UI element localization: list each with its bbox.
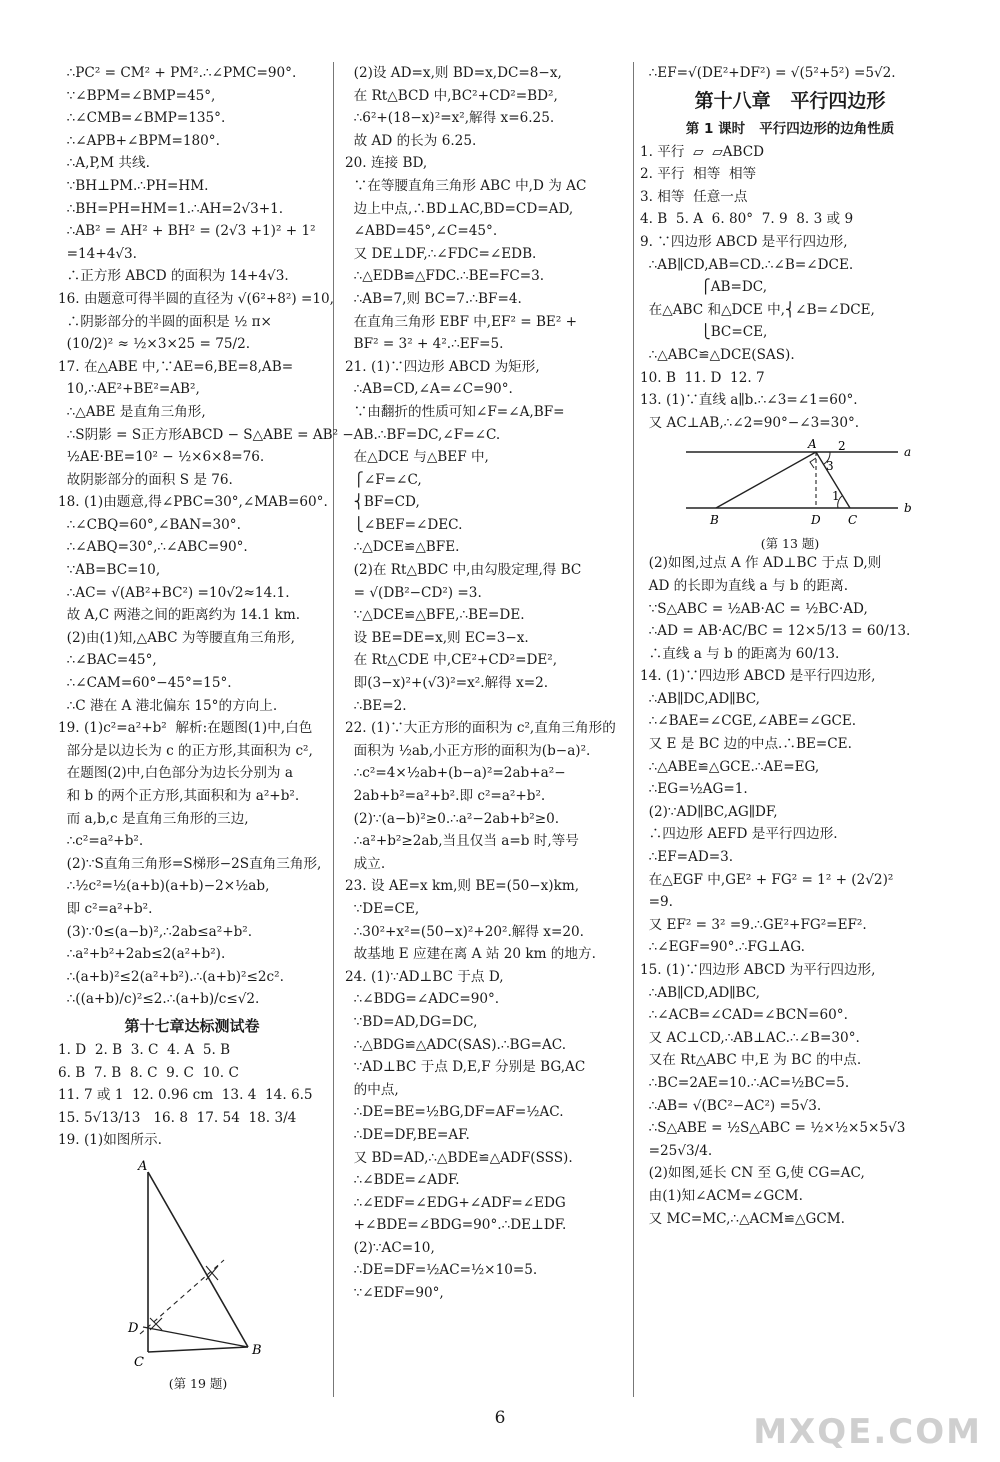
answer-line: 又 DE⊥DF,∴∠FDC=∠EDB. xyxy=(345,245,537,262)
answer-line: 18. (1)由题意,得∠PBC=30°,∠MAB=60°. xyxy=(58,494,328,511)
answer-line: ∴c²=4×½ab+(b−a)²=2ab+a²− xyxy=(345,765,566,782)
column-left xyxy=(58,62,354,1394)
answer-line: 6. B 7. B 8. C 9. C 10. C xyxy=(58,1064,239,1081)
answer-line: (2)由(1)知,△ABC 为等腰直角三角形, xyxy=(58,629,295,646)
answer-line: ∴直线 a 与 b 的距离为 60/13. xyxy=(640,645,840,662)
answer-line: 的中点, xyxy=(345,1081,399,1098)
fig13-label-line-a: a xyxy=(904,445,912,460)
lesson-1-title: 第 1 课时 平行四边形的边角性质 xyxy=(685,120,895,137)
fig13-label-a-point: A xyxy=(808,438,817,452)
answer-line: (2)如图,延长 CN 至 G,使 CG=AC, xyxy=(640,1165,865,1182)
answer-line: (2)如图,过点 A 作 AD⊥BC 于点 D,则 xyxy=(640,555,882,572)
answer-line: 在直角三角形 EBF 中,EF² = BE² + xyxy=(345,313,578,330)
answer-line: 在 Rt△BCD 中,BC²+CD²=BD², xyxy=(345,87,558,104)
answer-line: ∴EF=AD=3. xyxy=(640,849,734,866)
answer-line: ∴∠BAE=∠CGE,∠ABE=∠GCE. xyxy=(640,713,857,730)
fig19-label-b: B xyxy=(252,1342,262,1358)
column-divider-1 xyxy=(333,62,334,1397)
answer-line: ∴C 港在 A 港北偏东 15°的方向上. xyxy=(58,697,278,714)
answer-line: 2ab+b²=a²+b².即 c²=a²+b². xyxy=(345,788,546,804)
answer-line: ∴△BDG≌△ADC(SAS).∴BG=AC. xyxy=(345,1036,567,1053)
fig19-label-d: D xyxy=(128,1320,139,1336)
answer-line: (2)设 AD=x,则 BD=x,DC=8−x, xyxy=(345,65,562,81)
answer-line: AB.∴BF=DC,∠F=∠C. xyxy=(345,426,501,443)
fig13-label-angle1: 1 xyxy=(832,489,840,504)
answer-line: +∠BDE=∠BDG=90°.∴DE⊥DF. xyxy=(345,1217,567,1234)
answer-line: 3. 相等 任意一点 xyxy=(640,188,748,205)
answer-line: ∴AB=CD,∠A=∠C=90°. xyxy=(345,381,513,398)
answer-line: ∴½c²=½(a+b)(a+b)−2×½ab, xyxy=(58,878,270,895)
chapter-17-test-heading: 第十七章达标测试卷 xyxy=(124,1016,260,1035)
figure-19-caption: (第 19 题) xyxy=(168,1375,228,1391)
answer-line: ∵DE=CE, xyxy=(345,900,420,917)
figure-13-svg xyxy=(640,438,940,530)
answer-line: 在△DCE 与△BEF 中, xyxy=(345,449,489,466)
answer-line: 故 A,C 两港之间的距离约为 14.1 km. xyxy=(58,607,301,624)
answer-line: ∴△DCE≌△BFE. xyxy=(345,539,460,556)
answer-line: ∴AB∥DC,AD∥BC, xyxy=(640,690,760,707)
column-middle xyxy=(345,62,627,1305)
answer-line: 10,∴AE²+BE²=AB², xyxy=(58,381,200,398)
answer-line: ∴BH=PH=HM=1.∴AH=2√3+1. xyxy=(58,200,284,217)
answer-line: ∴c²=a²+b². xyxy=(58,833,144,850)
answer-line: ∴∠CBQ=60°,∠BAN=30°. xyxy=(58,516,241,533)
answer-line: 故阴影部分的面积 S 是 76. xyxy=(58,471,233,488)
column-divider-2 xyxy=(633,62,634,1397)
answer-line: 边上中点,∴BD⊥AC,BD=CD=AD, xyxy=(345,200,574,217)
test-answers xyxy=(58,1039,326,1152)
answer-line: ∴AB∥CD,AB=CD.∴∠B=∠DCE. xyxy=(640,256,854,273)
fig13-label-d-point: D xyxy=(811,513,821,528)
answer-line: 9. ∵四边形 ABCD 是平行四边形, xyxy=(640,233,848,250)
answer-line: ∴PC² = CM² + PM².∴∠PMC=90°. xyxy=(58,65,297,81)
answer-line: ∴∠APB+∠BPM=180°. xyxy=(58,132,220,149)
answer-line: ∴AB= √(BC²−AC²) =5√3. xyxy=(640,1097,822,1114)
answer-line: 又 MC=MC,∴△ACM≌△GCM. xyxy=(640,1210,846,1227)
answer-line: ∴∠CMB=∠BMP=135°. xyxy=(58,110,226,127)
answer-line: ½AE·BE=10² − ½×6×8=76. xyxy=(58,449,265,466)
answer-line: 在 Rt△CDE 中,CE²+CD²=DE², xyxy=(345,652,558,669)
fig13-label-angle3: 3 xyxy=(826,459,834,474)
answer-line: ∴∠BDG=∠ADC=90°. xyxy=(345,991,500,1008)
answer-line: 15. 5√13/13 16. 8 17. 54 18. 3/4 xyxy=(58,1109,297,1126)
answer-line: 又 EF² = 3² =9.∴GE²+FG²=EF². xyxy=(640,916,867,933)
answer-line: (2)∵(a−b)²≥0.∴a²−2ab+b²≥0. xyxy=(345,810,560,827)
fig13-label-line-b: b xyxy=(904,501,912,516)
answer-line: 又 BD=AD,∴△BDE≌△ADF(SSS). xyxy=(345,1149,573,1166)
answer-line: ∵在等腰直角三角形 ABC 中,D 为 AC xyxy=(345,177,587,194)
answer-line: ∴∠EDF=∠EDG+∠ADF=∠EDG xyxy=(345,1194,566,1211)
answer-line: 15. (1)∵四边形 ABCD 为平行四边形, xyxy=(640,962,876,978)
answer-line: 部分是以边长为 c 的正方形,其面积为 c², xyxy=(58,742,313,759)
answer-line: ∴∠EGF=90°.∴FG⊥AG. xyxy=(640,939,805,956)
answer-line: ∴△EDB≌△FDC.∴BE=FC=3. xyxy=(345,268,545,285)
answer-lines-top xyxy=(640,62,940,85)
answer-line: 即(3−x)²+(√3)²=x².解得 x=2. xyxy=(345,675,549,692)
answer-line: ∵BD=AD,DG=DC, xyxy=(345,1013,478,1030)
answer-line: 成立. xyxy=(345,855,386,872)
answer-line: 17. 在△ABE 中,∵AE=6,BE=8,AB= xyxy=(58,358,294,375)
answer-line: 16. 由题意可得半圆的直径为 √(6²+8²) =10, xyxy=(58,290,334,307)
answer-line: = √(DB²−CD²) =3. xyxy=(345,584,482,601)
answer-line: 24. (1)∵AD⊥BC 于点 D, xyxy=(345,968,504,985)
answer-line: ∵由翻折的性质可知∠F=∠A,BF= xyxy=(345,403,565,420)
answer-line: ⎧AB=DC, xyxy=(640,279,768,296)
fig19-label-a: A xyxy=(138,1158,148,1174)
answer-line: ∴∠BAC=45°, xyxy=(58,652,157,669)
answer-line: 设 BE=DE=x,则 EC=3−x. xyxy=(345,629,529,646)
answer-line: 而 a,b,c 是直角三角形的三边, xyxy=(58,810,249,827)
answer-line: 即 c²=a²+b². xyxy=(58,900,153,917)
answer-line: ∴a²+b²≥2ab,当且仅当 a=b 时,等号 xyxy=(345,833,579,850)
column-right xyxy=(640,62,940,1230)
answer-line: 13. (1)∵直线 a∥b.∴∠3=∠1=60°. xyxy=(640,392,858,409)
answer-line: 在题图(2)中,白色部分为边长分别为 a xyxy=(58,765,293,782)
fig13-label-c-point: C xyxy=(848,513,858,528)
answer-line: 在△ABC 和△DCE 中,⎨∠B=∠DCE, xyxy=(640,301,875,318)
answer-line: ⎨BF=CD, xyxy=(345,494,420,511)
figure-13 xyxy=(640,438,940,550)
answer-line: (2)∵AC=10, xyxy=(345,1239,435,1256)
answer-line: ⎩∠BEF=∠DEC. xyxy=(345,516,463,533)
answer-line: ∴△ABE 是直角三角形, xyxy=(58,403,206,420)
answer-line: BF² = 3² + 4².∴EF=5. xyxy=(345,336,504,353)
answer-line: 19. (1)c²=a²+b² 解析:在题图(1)中,白色 xyxy=(58,720,313,737)
answer-line: ∵△DCE≌△BFE,∴BE=DE. xyxy=(345,607,525,624)
answer-line: 14. (1)∵四边形 ABCD 是平行四边形, xyxy=(640,668,876,685)
answer-line: ∴(a+b)²≤2(a²+b²).∴(a+b)²≤2c². xyxy=(58,968,284,985)
answer-line: ∴∠ABQ=30°,∴∠ABC=90°. xyxy=(58,539,248,556)
answer-line: ∴正方形 ABCD 的面积为 14+4√3. xyxy=(58,268,289,285)
figure-19-svg xyxy=(58,1156,326,1370)
answer-line: ∴BE=2. xyxy=(345,697,407,714)
answer-lines xyxy=(345,62,627,1305)
answer-line: (3)∵0≤(a−b)²,∴2ab≤a²+b². xyxy=(58,923,253,940)
answer-line: ∴AB² = AH² + BH² = (2√3 +1)² + 1² xyxy=(58,223,316,240)
answer-line: ∴阴影部分的半圆的面积是 ½ π× xyxy=(58,313,272,330)
answer-line: ∵∠EDF=90°, xyxy=(345,1285,444,1302)
page-number: 6 xyxy=(494,1408,506,1428)
answer-line: ∴四边形 AEFD 是平行四边形. xyxy=(640,826,838,843)
figure-19 xyxy=(58,1156,326,1392)
answer-line: 20. 连接 BD, xyxy=(345,155,428,172)
answer-line: 1. D 2. B 3. C 4. A 5. B xyxy=(58,1041,231,1058)
answer-line: (2)∵AD∥BC,AG∥DF, xyxy=(640,803,778,820)
answer-line: ∴EG=½AG=1. xyxy=(640,781,748,798)
answer-line: 10. B 11. D 12. 7 xyxy=(640,369,765,386)
figure-13-caption: (第 13 题) xyxy=(760,536,820,552)
answer-line: ∴((a+b)/c)²≤2.∴(a+b)/c≤√2. xyxy=(58,991,260,1008)
answer-line: ∴△ABC≌△DCE(SAS). xyxy=(640,346,795,363)
answer-line: ∴EF=√(DE²+DF²) = √(5²+5²) =5√2. xyxy=(640,65,896,81)
answer-line: ∵AD⊥BC 于点 D,E,F 分别是 BG,AC xyxy=(345,1059,586,1076)
answer-line: 22. (1)∵大正方形的面积为 c²,直角三角形的 xyxy=(345,720,616,737)
answer-line: ∴A,P,M 共线. xyxy=(58,155,150,172)
answer-line: 又 AC⊥AB,∴∠2=90°−∠3=30°. xyxy=(640,414,860,431)
answer-line: ∴∠BDE=∠ADF. xyxy=(345,1172,460,1189)
answer-line: 4. B 5. A 6. 80° 7. 9 8. 3 或 9 xyxy=(640,211,854,228)
fig13-label-angle2: 2 xyxy=(838,439,846,454)
answer-line: (2)在 Rt△BDC 中,由勾股定理,得 BC xyxy=(345,562,582,579)
answer-line: ∴∠ACB=∠CAD=∠BCN=60°. xyxy=(640,1007,848,1024)
answer-line: ∴30²+x²=(50−x)²+20².解得 x=20. xyxy=(345,923,584,940)
answer-line: 1. 平行 ▱ ▱ABCD xyxy=(640,143,765,160)
answer-line: ∴BC=2AE=10.∴AC=½BC=5. xyxy=(640,1074,850,1091)
answer-line: =9. xyxy=(640,894,674,911)
answer-lines xyxy=(58,62,354,1011)
answer-line: 面积为 ½ab,小正方形的面积为(b−a)². xyxy=(345,742,591,759)
answer-line: ∴DE=DF,BE=AF. xyxy=(345,1126,470,1143)
fig19-label-c: C xyxy=(134,1354,144,1370)
answer-line: 又 E 是 BC 边的中点.∴BE=CE. xyxy=(640,736,852,753)
answer-line: ∴AC= √(AB²+BC²) =10√2≈14.1. xyxy=(58,584,290,601)
answer-line: 2. 平行 相等 相等 xyxy=(640,166,757,183)
answer-line: ∠ABD=45°,∠C=45°. xyxy=(345,223,498,240)
answer-line: 又 AC⊥CD,∴AB⊥AC.∴∠B=30°. xyxy=(640,1029,860,1046)
answer-line: 11. 7 或 1 12. 0.96 cm 13. 4 14. 6.5 xyxy=(58,1087,313,1104)
answer-line: 19. (1)如图所示. xyxy=(58,1132,162,1149)
watermark-logo: MXQE.COM xyxy=(753,1412,982,1452)
answer-line: ∴S△ABE = ½S△ABC = ½×½×5×5√3 xyxy=(640,1120,906,1137)
answer-line: ∴S阴影 = S正方形ABCD − S△ABE = AB² − xyxy=(58,426,354,443)
answer-line: 故 AD 的长为 6.25. xyxy=(345,132,477,149)
answer-lines-a xyxy=(640,141,940,435)
answer-line: (10/2)² ≈ ½×3×25 = 75/2. xyxy=(58,336,251,353)
answer-line: ∴DE=DF=½AC=½×10=5. xyxy=(345,1262,538,1279)
answer-line: =14+4√3. xyxy=(58,245,138,262)
answer-line: ∴AB∥CD,AD∥BC, xyxy=(640,984,760,1001)
answer-line: AD 的长即为直线 a 与 b 的距离. xyxy=(640,577,849,594)
answer-line: ∵∠BPM=∠BMP=45°, xyxy=(58,87,216,104)
answer-line: ∴a²+b²+2ab≤2(a²+b²). xyxy=(58,946,226,963)
answer-line: ∵AB=BC=10, xyxy=(58,562,161,579)
answer-line: ∴△ABE≌△GCE.∴AE=EG, xyxy=(640,758,820,775)
answer-line: ∴∠CAM=60°−45°=15°. xyxy=(58,675,232,692)
answer-line: 在△EGF 中,GE² + FG² = 1² + (2√2)² xyxy=(640,871,894,888)
answer-line: ⎩BC=CE, xyxy=(640,324,768,341)
fig13-label-b-point: B xyxy=(710,513,719,528)
answer-line: ⎧∠F=∠C, xyxy=(345,471,422,488)
answer-line: 故基地 E 应建在离 A 站 20 km 的地方. xyxy=(345,946,596,963)
answer-line: ∴6²+(18−x)²=x²,解得 x=6.25. xyxy=(345,110,555,127)
chapter-18-title: 第十八章 平行四边形 xyxy=(694,89,886,112)
answer-line: ∴AD = AB·AC/BC = 12×5/13 = 60/13. xyxy=(640,623,911,640)
answer-line: 由(1)知∠ACM=∠GCM. xyxy=(640,1187,803,1204)
answer-line: ∵BH⊥PM.∴PH=HM. xyxy=(58,177,209,194)
answer-line: =25√3/4. xyxy=(640,1142,713,1159)
answer-line: ∴DE=BE=½BG,DF=AF=½AC. xyxy=(345,1104,564,1121)
answer-line: 和 b 的两个正方形,其面积和为 a²+b². xyxy=(58,788,300,804)
answer-lines-b xyxy=(640,552,940,1230)
answer-line: 21. (1)∵四边形 ABCD 为矩形, xyxy=(345,358,540,375)
answer-line: 又在 Rt△ABC 中,E 为 BC 的中点. xyxy=(640,1052,862,1069)
answer-line: 23. 设 AE=x km,则 BE=(50−x)km, xyxy=(345,878,580,895)
answer-line: ∴AB=7,则 BC=7.∴BF=4. xyxy=(345,290,522,307)
answer-line: ∵S△ABC = ½AB·AC = ½BC·AD, xyxy=(640,600,868,617)
answer-line: (2)∵S直角三角形=S梯形−2S直角三角形, xyxy=(58,855,322,872)
